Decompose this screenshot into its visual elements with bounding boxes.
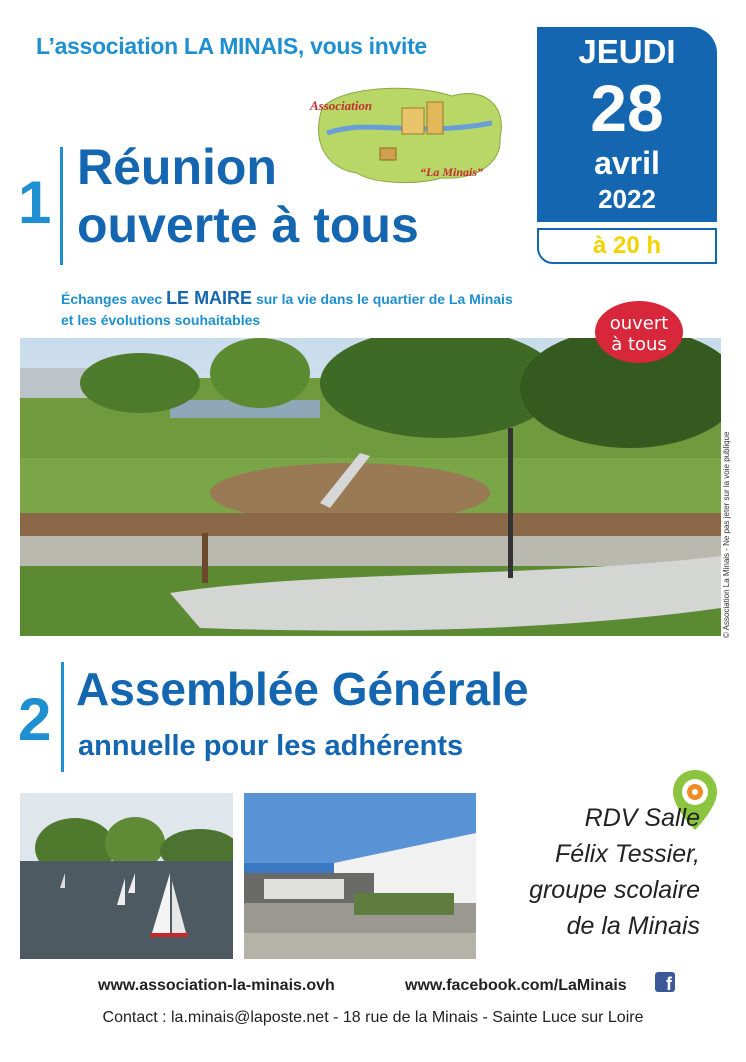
section-1-subtitle [61, 288, 513, 331]
logo-text-top: Association [310, 98, 373, 113]
section-1-bar [60, 147, 63, 265]
subtitle-line2: et les évolutions souhaitables [61, 312, 261, 328]
date-year: 2022 [598, 184, 656, 214]
subtitle-suffix: sur la vie dans le quartier de La Minais [252, 291, 513, 307]
section-1-title [77, 138, 419, 254]
facebook-link[interactable]: www.facebook.com/LaMinais [405, 977, 627, 994]
invite-line: L’association LA MINAIS, vous invite [36, 33, 427, 59]
section-2-subtitle: annuelle pour les adhérents [78, 730, 464, 762]
date-month: avril [594, 145, 660, 181]
park-photo [20, 338, 721, 636]
rdv-line-2: Félix Tessier, [555, 840, 700, 868]
subtitle-highlight: LE MAIRE [166, 288, 253, 308]
logo-text-bottom: “La Minais” [420, 165, 484, 179]
rdv-line-1: RDV Salle [584, 804, 700, 832]
website-link[interactable]: www.association-la-minais.ovh [98, 977, 335, 994]
date-day: JEUDI [578, 33, 676, 70]
subtitle-prefix: Échanges avec [61, 291, 167, 307]
section-2-title: Assemblée Générale [76, 663, 529, 715]
open-to-all-badge [592, 298, 686, 366]
rdv-location [490, 800, 700, 944]
contact-line: Contact : la.minais@laposte.net - 18 rue de la Minais - Sainte Luce sur Loire [102, 1009, 644, 1026]
badge-line1: ouvert [609, 313, 669, 334]
date-number: 28 [590, 71, 664, 145]
section-1-title-line2: ouverte à tous [77, 197, 419, 253]
rdv-line-3: groupe scolaire [529, 876, 700, 904]
lake-photo [20, 793, 233, 959]
market-photo [244, 793, 476, 959]
date-box [537, 27, 717, 222]
section-number-2: 2 [18, 686, 52, 753]
rdv-line-4: de la Minais [566, 912, 700, 940]
facebook-icon[interactable]: f [655, 972, 675, 992]
copyright-text: © Association La Minais - Ne pas jeter sur la voie publique [722, 431, 731, 638]
badge-line2: à tous [611, 334, 667, 355]
section-number-1: 1 [18, 169, 52, 236]
section-2-bar [61, 662, 64, 772]
section-1-title-line1: Réunion [77, 139, 277, 195]
time-box: à 20 h [537, 228, 717, 264]
